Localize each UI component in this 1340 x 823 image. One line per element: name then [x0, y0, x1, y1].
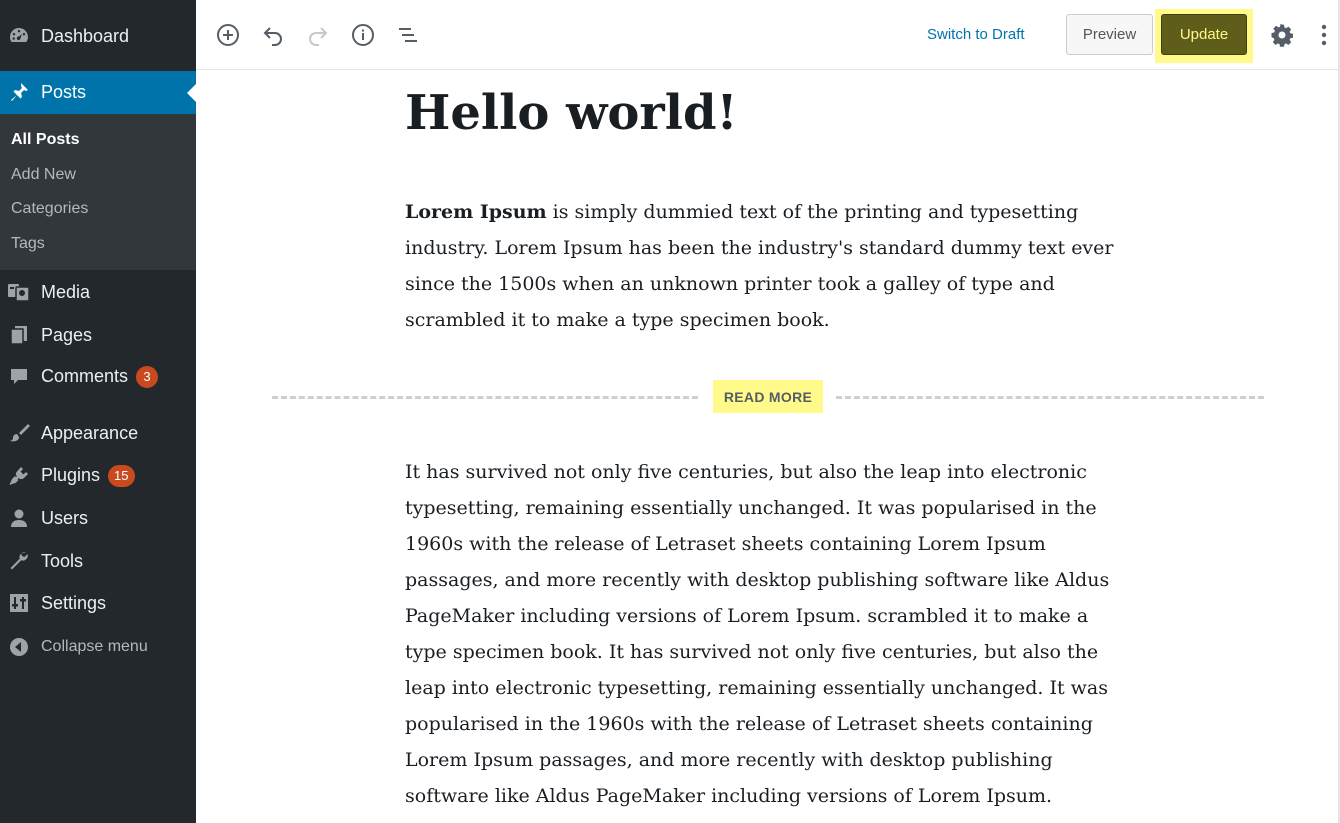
admin-sidebar — [0, 0, 196, 823]
paintbrush-icon — [7, 421, 31, 445]
sidebar-item-plugins[interactable] — [0, 456, 196, 496]
sidebar-item-comments[interactable] — [0, 357, 196, 397]
paragraph-block[interactable]: It has survived not only five centuries, but also the leap into electronic typesetting, remaining essentially unchanged. It was popularised in the 1960s with the release of Letraset sheets containing Lorem Ipsum passages, and more recently with desktop publishing software like Aldus PageMaker including versions of Lorem Ipsum. scrambled it to make a type specimen book. It has survived not only five centuries, but also the leap into electronic typesetting, remaining essentially unchanged. It was popularised in the 1960s with the release of Letraset sheets containing Lorem Ipsum passages, and more recently with desktop publishing software like Aldus PageMaker including versions of Lorem Ipsum. — [405, 461, 1110, 807]
media-icon — [7, 280, 31, 304]
submenu-categories[interactable]: Categories — [11, 200, 89, 217]
paragraph-text: is simply dummied text of the printing and typesetting industry. Lorem Ipsum has been the industry's standard dummy text ever since the 1500s when an unknown printer took a galley of type and scrambled it to make a type specimen book. — [405, 201, 1114, 331]
collapse-arrow-icon — [7, 635, 31, 659]
plugins-text: Plugins — [41, 465, 101, 485]
collapse-menu-label: Collapse menu — [41, 638, 148, 655]
more-divider-right — [836, 396, 1264, 399]
pin-icon — [7, 80, 31, 104]
paragraph-block[interactable] — [405, 194, 1135, 338]
sidebar-item-dashboard[interactable] — [0, 14, 196, 58]
posts-submenu — [0, 114, 196, 270]
sidebar-item-posts[interactable] — [0, 71, 196, 114]
sidebar-label-plugins — [41, 465, 135, 487]
wrench-icon — [7, 549, 31, 573]
submenu-tags[interactable]: Tags — [11, 235, 45, 252]
update-button[interactable]: Update — [1161, 14, 1247, 55]
sidebar-item-tools[interactable] — [0, 541, 196, 581]
preview-button[interactable]: Preview — [1066, 14, 1153, 55]
sidebar-item-pages[interactable] — [0, 315, 196, 355]
sidebar-label-users: Users — [41, 508, 89, 528]
more-divider-left — [272, 396, 698, 399]
comments-count-badge: 3 — [136, 366, 158, 388]
sidebar-item-settings[interactable] — [0, 583, 196, 623]
redo-icon[interactable] — [304, 21, 332, 49]
settings-gear-icon[interactable] — [1268, 21, 1296, 49]
sidebar-label-appearance: Appearance — [41, 423, 139, 443]
read-more-block[interactable] — [713, 380, 823, 413]
comment-icon — [7, 365, 31, 389]
more-options-icon[interactable] — [1314, 21, 1334, 49]
editor-canvas — [196, 71, 1340, 823]
sidebar-label-tools: Tools — [41, 551, 84, 571]
active-indicator — [187, 84, 196, 102]
bold-text: Lorem Ipsum — [405, 201, 547, 223]
user-icon — [7, 506, 31, 530]
sidebar-label-posts: Posts — [41, 82, 87, 102]
read-more-label: READ MORE — [723, 388, 813, 405]
submenu-add-new[interactable]: Add New — [11, 166, 76, 183]
info-icon[interactable] — [349, 21, 377, 49]
sidebar-label-media: Media — [41, 282, 91, 302]
switch-to-draft-link[interactable]: Switch to Draft — [927, 26, 1025, 43]
undo-icon[interactable] — [259, 21, 287, 49]
editor-toolbar — [196, 0, 1340, 70]
plugin-icon — [7, 464, 31, 488]
sidebar-label-pages: Pages — [41, 325, 93, 345]
comments-text: Comments — [41, 366, 129, 386]
sidebar-label-dashboard: Dashboard — [41, 26, 130, 46]
sidebar-item-appearance[interactable] — [0, 413, 196, 453]
plugins-count-badge: 15 — [108, 465, 134, 487]
submenu-all-posts[interactable]: All Posts — [11, 131, 80, 148]
block-navigation-icon[interactable] — [394, 21, 422, 49]
sidebar-item-media[interactable] — [0, 272, 196, 312]
sidebar-label-comments — [41, 366, 158, 388]
collapse-menu-button[interactable] — [0, 627, 196, 667]
post-title[interactable]: Hello world! — [405, 85, 738, 141]
sidebar-item-users[interactable] — [0, 498, 196, 538]
add-block-icon[interactable] — [214, 21, 242, 49]
sliders-icon — [7, 591, 31, 615]
dashboard-icon — [7, 24, 31, 48]
sidebar-label-settings: Settings — [41, 593, 107, 613]
pages-icon — [7, 323, 31, 347]
